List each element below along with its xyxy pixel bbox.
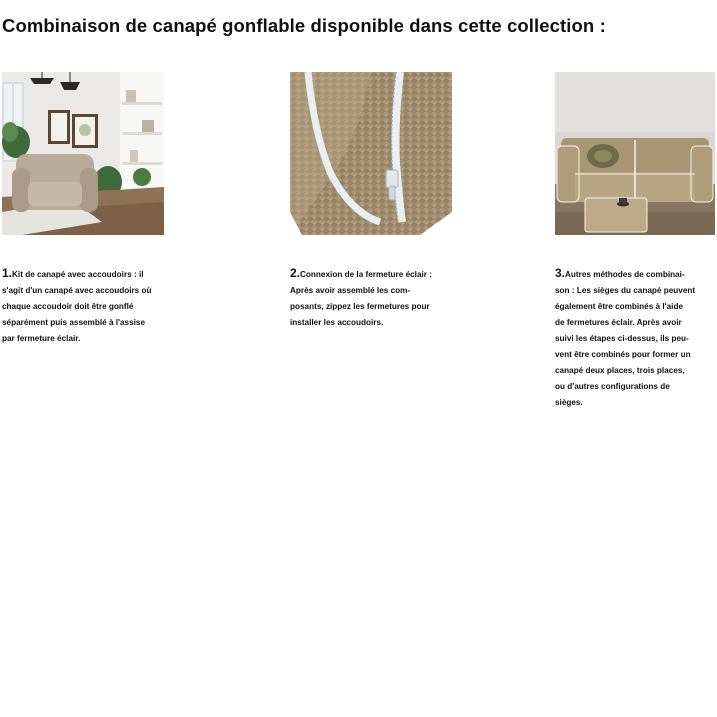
step-line: s'agit d'un canapé avec accoudoirs où — [2, 286, 152, 295]
step-heading: Connexion de la fermeture éclair : — [300, 270, 432, 279]
step-description-2 — [290, 265, 452, 331]
step-line: son : Les sièges du canapé peuvent — [555, 286, 696, 295]
zipper-closeup-photo — [290, 72, 452, 235]
step-line: vent être combinés pour former un — [555, 350, 691, 359]
step-line: Après avoir assemblé les com- — [290, 286, 411, 295]
step-line: canapé deux places, trois places, — [555, 366, 685, 375]
step-line: chaque accoudoir doit être gonflé — [2, 302, 134, 311]
step-description-3 — [555, 265, 715, 411]
living-room-armchair-photo — [2, 72, 164, 235]
step-number: 1. — [2, 266, 13, 280]
step-line: sièges. — [555, 398, 583, 407]
step-heading: Autres méthodes de combinai- — [565, 270, 685, 279]
step-column-1 — [2, 72, 164, 347]
step-description-1 — [2, 265, 164, 347]
step-line: installer les accoudoirs. — [290, 318, 384, 327]
step-line: séparément puis assemblé à l'assise — [2, 318, 146, 327]
step-line: de fermetures éclair. Après avoir — [555, 318, 682, 327]
step-line: par fermeture éclair. — [2, 334, 81, 343]
step-line: suivi les étapes ci-dessus, ils peu- — [555, 334, 689, 343]
step-heading: Kit de canapé avec accoudoirs : il — [12, 270, 144, 279]
step-line: posants, zippez les fermetures pour — [290, 302, 430, 311]
step-number: 3. — [555, 266, 566, 280]
page-title: Combinaison de canapé gonflable disponible dans cette collection : — [2, 15, 606, 36]
two-seat-sofa-photo — [555, 72, 715, 235]
step-line: également être combinés à l'aide — [555, 302, 683, 311]
step-column-3 — [555, 72, 715, 411]
step-number: 2. — [290, 266, 301, 280]
step-line: ou d'autres configurations de — [555, 382, 670, 391]
step-column-2 — [290, 72, 452, 331]
